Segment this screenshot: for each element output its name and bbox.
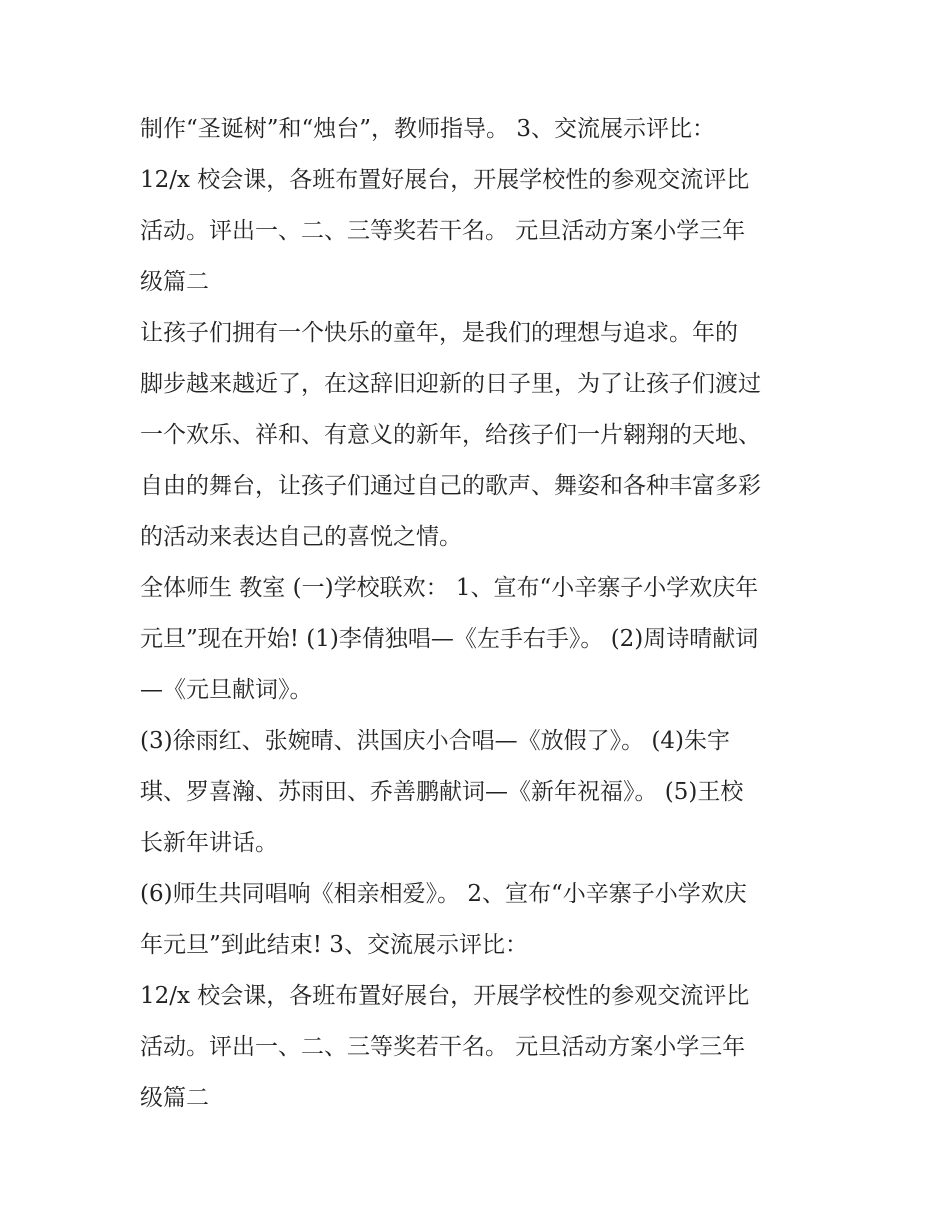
text-line: 琪、罗喜瀚、苏雨田、乔善鹏献词—《新年祝福》。 (5)王校 — [140, 779, 744, 805]
text-line: 元旦”现在开始! (1)李倩独唱—《左手右手》。 (2)周诗晴献词 — [140, 626, 759, 652]
text-line: 的活动来表达自己的喜悦之情。 — [140, 524, 462, 550]
text-line: 制作“圣诞树”和“烛台”，教师指导。 3、交流展示评比： — [140, 116, 715, 142]
text-line: 长新年讲话。 — [140, 830, 278, 856]
text-line: 自由的舞台，让孩子们通过自己的歌声、舞姿和各种丰富多彩 — [140, 473, 761, 499]
text-line: 脚步越来越近了，在这辞旧迎新的日子里，为了让孩子们渡过 — [140, 371, 761, 397]
text-line: 全体师生 教室 (一)学校联欢： 1、宣布“小辛寨子小学欢庆年 — [140, 575, 759, 601]
text-line: 让孩子们拥有一个快乐的童年，是我们的理想与追求。年的 — [140, 320, 738, 346]
text-line: 活动。评出一、二、三等奖若干名。 元旦活动方案小学三年 — [140, 1034, 746, 1060]
text-line: 12/x 校会课，各班布置好展台，开展学校性的参观交流评比 — [140, 983, 750, 1009]
text-line: 年元旦”到此结束! 3、交流展示评比： — [140, 932, 528, 958]
text-line: (3)徐雨红、张婉晴、洪国庆小合唱—《放假了》。 (4)朱宇 — [140, 728, 730, 754]
text-line: —《元旦献词》。 — [140, 677, 313, 703]
text-line: (6)师生共同唱响《相亲相爱》。 2、宣布“小辛寨子小学欢庆 — [140, 881, 747, 907]
document-body — [140, 104, 820, 1124]
text-line: 级篇二 — [140, 1085, 209, 1111]
text-line: 级篇二 — [140, 269, 209, 295]
text-line: 活动。评出一、二、三等奖若干名。 元旦活动方案小学三年 — [140, 218, 746, 244]
text-line: 12/x 校会课，各班布置好展台，开展学校性的参观交流评比 — [140, 167, 750, 193]
text-line: 一个欢乐、祥和、有意义的新年，给孩子们一片翱翔的天地、 — [140, 422, 761, 448]
